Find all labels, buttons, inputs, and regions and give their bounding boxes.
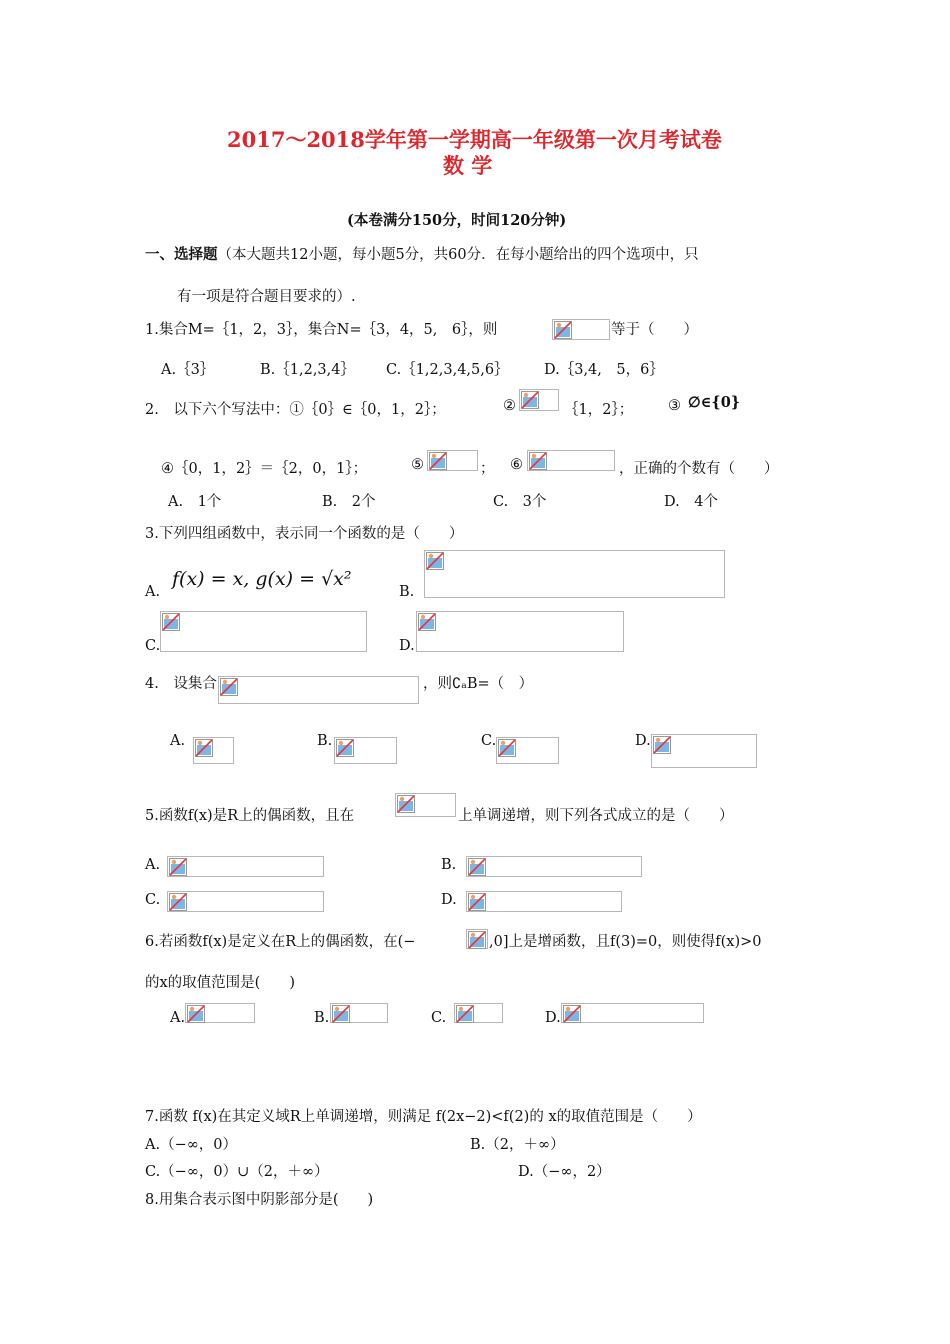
q2-image-placeholder-2 — [519, 389, 559, 411]
q3-formula-a: f(x) = x, g(x) = √x² — [172, 568, 352, 590]
q2-line2-a: ④｛0，1，2｝＝｛2，0，1｝； — [161, 461, 368, 477]
q7-option-c: C.（−∞，0）∪（2，＋∞） — [145, 1164, 329, 1180]
q2-image-placeholder-6 — [527, 450, 615, 471]
q5-stem-b: 上单调递增，则下列各式成立的是（ ） — [458, 808, 734, 824]
q5-stem-a: 5.函数f(x)是R上的偶函数，且在 — [145, 808, 355, 824]
broken-image-icon — [187, 1005, 205, 1023]
q6-image-placeholder-b — [330, 1003, 388, 1023]
q2-statement-3: ∅∈{0} — [688, 394, 741, 411]
q3-option-b: B. — [399, 584, 415, 600]
q5-option-b: B. — [441, 857, 457, 873]
q6-image-placeholder-a — [185, 1003, 255, 1023]
q8-stem: 8.用集合表示图中阴影部分是( ) — [145, 1192, 374, 1208]
broken-image-icon — [554, 321, 572, 339]
q4-stem-a: 4. 设集合 — [145, 676, 217, 692]
q6-stem-line2: 的x的取值范围是( ) — [145, 975, 295, 991]
q5-option-d: D. — [441, 892, 457, 908]
q2-line2-b: ，正确的个数有（ ） — [619, 461, 779, 477]
broken-image-icon — [336, 739, 354, 757]
q7-option-a: A.（−∞，0） — [145, 1137, 238, 1153]
broken-image-icon — [426, 552, 444, 570]
broken-image-icon — [397, 795, 415, 813]
q4-option-b: B. — [317, 733, 333, 749]
section-intro — [145, 243, 699, 264]
exam-info: (本卷满分150分，时间120分钟) — [347, 212, 567, 229]
q2-semicolon: ； — [480, 461, 495, 477]
section-intro-line1: （本大题共12小题，每小题5分，共60分．在每小题给出的四个选项中，只 — [217, 247, 699, 263]
broken-image-icon — [468, 858, 486, 876]
q3-image-placeholder-c — [160, 611, 367, 652]
q4-image-placeholder-b — [334, 737, 397, 764]
page-title: 2017～2018学年第一学期高一年级第一次月考试卷 — [227, 127, 722, 152]
broken-image-icon — [429, 452, 447, 470]
q2-option-a: A. 1个 — [168, 494, 222, 510]
q6-option-b: B. — [314, 1010, 330, 1026]
q3-option-d: D. — [399, 638, 415, 654]
q1-stem-a: 1.集合M=｛1，2，3｝，集合N=｛3，4，5, 6｝，则 — [145, 322, 498, 338]
broken-image-icon — [521, 391, 539, 409]
q4-stem-b: ，则∁ₐB=（ ） — [423, 676, 534, 692]
section-heading: 一、选择题 — [145, 246, 218, 263]
q6-stem-a: 6.若函数f(x)是定义在R上的偶函数，在(− — [145, 934, 416, 950]
broken-image-icon — [468, 893, 486, 911]
broken-image-icon — [169, 858, 187, 876]
broken-image-icon — [468, 931, 486, 949]
q5-option-a: A. — [145, 857, 161, 873]
q3-option-a: A. — [145, 584, 161, 600]
q1-option-a: A.｛3｝ — [161, 362, 215, 378]
broken-image-icon — [332, 1005, 350, 1023]
q1-image-placeholder — [552, 319, 610, 340]
q4-image-placeholder-d — [651, 734, 757, 768]
q3-option-c: C. — [145, 638, 161, 654]
q2-stem-a: 2. 以下六个写法中：①｛0｝∈｛0，1，2｝； — [145, 402, 446, 418]
q5-image-placeholder-a — [167, 856, 324, 877]
q5-image-placeholder-d — [466, 891, 622, 912]
q2-option-c: C. 3个 — [493, 494, 547, 510]
q3-image-placeholder-d — [416, 611, 624, 652]
section-intro-line2: 有一项是符合题目要求的）. — [177, 289, 356, 305]
q5-image-placeholder — [395, 793, 456, 817]
q5-image-placeholder-c — [167, 891, 324, 912]
q2-image-placeholder-5 — [427, 450, 478, 471]
q1-option-d: D.｛3,4, 5，6｝ — [544, 362, 664, 378]
q7-option-b: B.（2，＋∞） — [470, 1137, 565, 1153]
broken-image-icon — [169, 893, 187, 911]
q4-option-d: D. — [635, 733, 651, 749]
broken-image-icon — [220, 678, 238, 696]
broken-image-icon — [498, 739, 516, 757]
q6-option-c: C. — [431, 1010, 447, 1026]
q5-option-c: C. — [145, 892, 161, 908]
q5-image-placeholder-b — [466, 856, 642, 877]
q7-option-d: D.（−∞，2） — [518, 1164, 611, 1180]
broken-image-icon — [456, 1005, 474, 1023]
broken-image-icon — [162, 613, 180, 631]
q2-option-b: B. 2个 — [322, 494, 376, 510]
q2-circle-3: ③ — [668, 398, 681, 414]
q7-stem: 7.函数 f(x)在其定义域R上单调递增，则满足 f(2x−2)<f(2)的 x的取值范围是（ ） — [145, 1109, 702, 1125]
broken-image-icon — [195, 739, 213, 757]
subject-title: 数 学 — [443, 153, 493, 178]
q6-stem-b: ,0]上是增函数，且f(3)=0，则使得f(x)>0 — [489, 934, 762, 950]
broken-image-icon — [653, 736, 671, 754]
q4-option-a: A. — [170, 733, 186, 749]
q2-stem-b: ｛1，2｝； — [564, 402, 634, 418]
q6-option-d: D. — [545, 1010, 561, 1026]
q1-option-c: C.｛1,2,3,4,5,6｝ — [386, 362, 509, 378]
q2-circle-2: ② — [503, 398, 516, 414]
q3-stem: 3.下列四组函数中，表示同一个函数的是（ ） — [145, 526, 464, 542]
q6-image-placeholder-d — [561, 1003, 704, 1023]
broken-image-icon — [529, 452, 547, 470]
q6-image-placeholder-c — [454, 1003, 503, 1023]
q4-image-placeholder-a — [193, 737, 234, 764]
q2-circle-5: ⑤ — [411, 457, 424, 473]
q2-circle-6: ⑥ — [510, 457, 523, 473]
broken-image-icon — [418, 613, 436, 631]
q6-option-a: A. — [170, 1010, 186, 1026]
q1-stem-b: 等于（ ） — [611, 322, 698, 338]
q4-image-placeholder — [218, 676, 419, 704]
q4-option-c: C. — [481, 733, 497, 749]
q3-image-placeholder-b — [424, 550, 725, 598]
q6-image-placeholder — [466, 929, 488, 949]
q1-option-b: B.｛1,2,3,4｝ — [260, 362, 355, 378]
q2-option-d: D. 4个 — [664, 494, 718, 510]
broken-image-icon — [563, 1005, 581, 1023]
q4-image-placeholder-c — [496, 737, 559, 764]
